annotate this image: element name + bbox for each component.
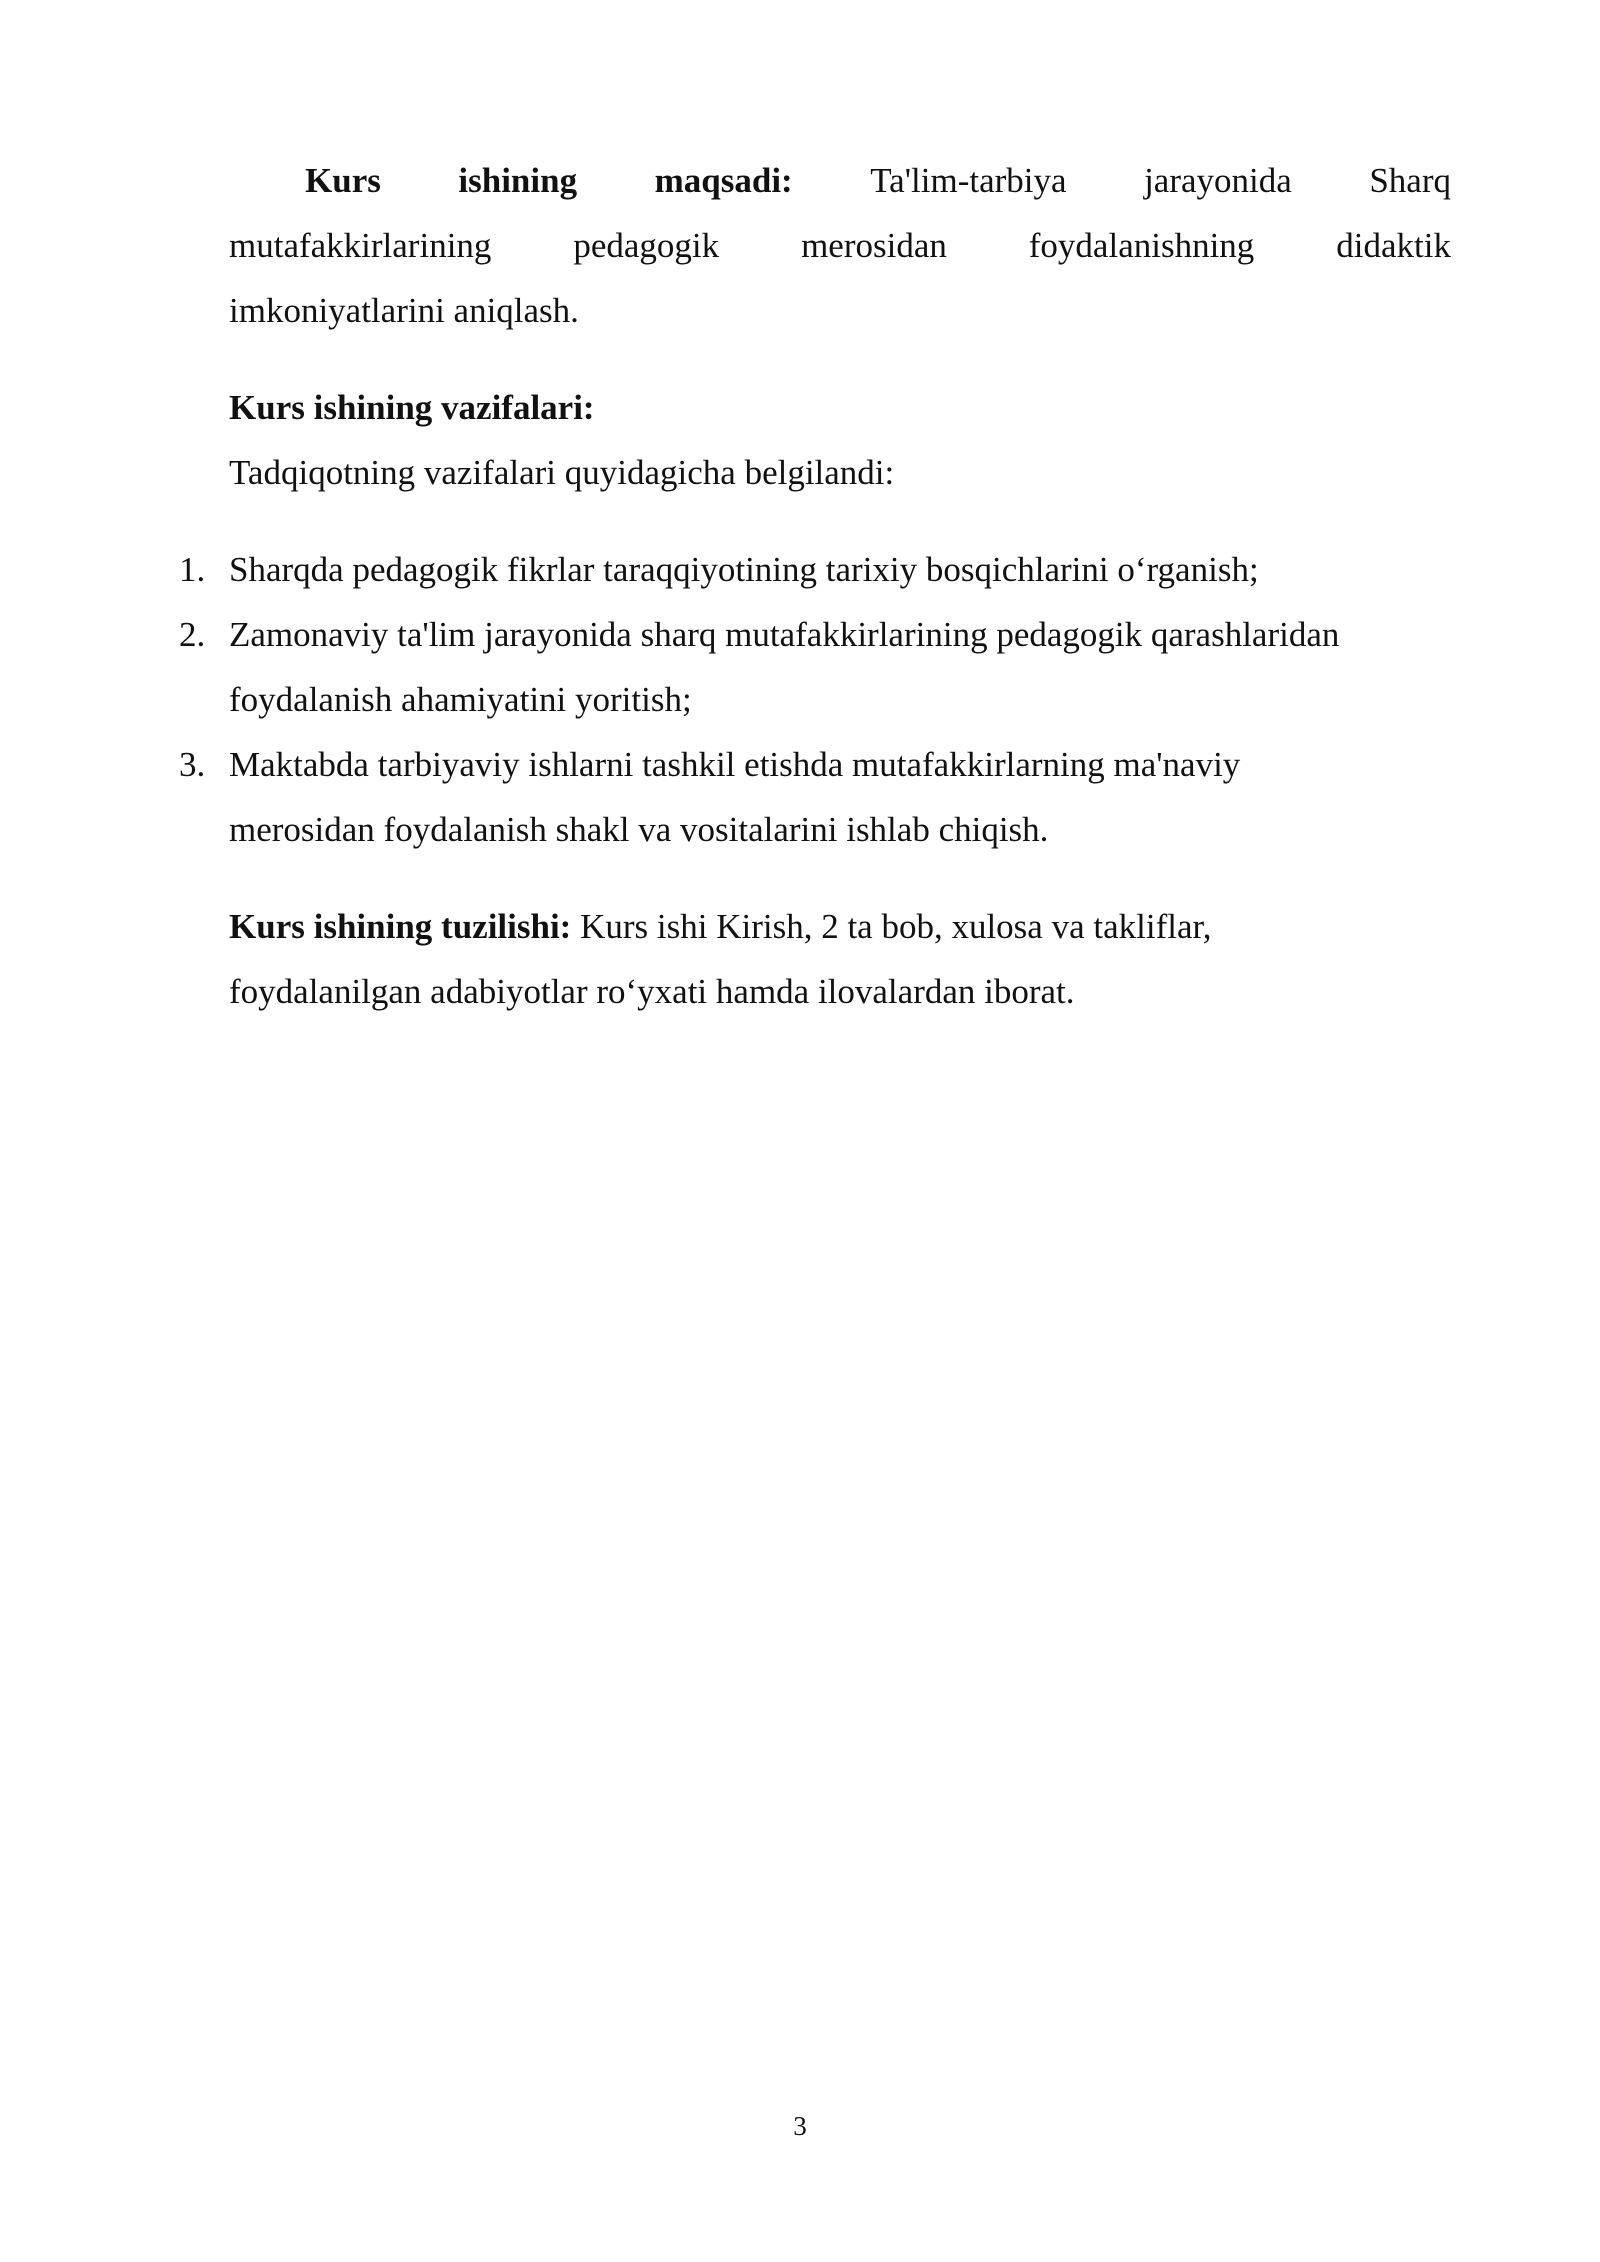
goal-line-2-word-1: mutafakkirlarining (229, 226, 492, 265)
page-content (179, 148, 1451, 1024)
list-item (179, 602, 1451, 732)
structure-text-1: Kurs ishi Kirish, 2 ta bob, xulosa va takliflar, (580, 907, 1212, 946)
list-item-line: merosidan foydalanish shakl va vositalarini ishlab chiqish. (229, 810, 1049, 849)
list-item-line: foydalanish ahamiyatini yoritish; (229, 680, 692, 719)
tasks-heading: Kurs ishining vazifalari: (229, 388, 595, 427)
goal-label-word-3: maqsadi: (654, 161, 793, 200)
page-number: 3 (793, 2111, 807, 2141)
list-item (179, 537, 1451, 602)
goal-line-1 (229, 148, 1451, 213)
goal-line-2-word-3: merosidan (801, 226, 947, 265)
goal-line-2-word-4: foydalanishning (1028, 226, 1255, 265)
tasks-list (179, 537, 1451, 862)
goal-label-word-1: Kurs (305, 161, 381, 200)
tasks-intro: Tadqiqotning vazifalari quyidagicha belgilandi: (229, 453, 895, 492)
spacer (229, 505, 1451, 537)
goal-line-2-word-5: didaktik (1336, 226, 1451, 265)
list-item-number: 1. (179, 550, 206, 589)
goal-line-2-word-2: pedagogik (573, 226, 720, 265)
structure-label: Kurs ishining tuzilishi: (229, 907, 572, 946)
goal-paragraph (229, 148, 1451, 343)
list-item-number: 2. (179, 615, 206, 654)
goal-line-1-word-1: Ta'lim-tarbiya (870, 161, 1067, 200)
list-item (179, 732, 1451, 862)
list-item-line: Maktabda tarbiyaviy ishlarni tashkil etishda mutafakkirlarning ma'naviy (229, 745, 1241, 784)
goal-line-3: imkoniyatlarini aniqlash. (229, 291, 579, 330)
goal-line-2 (229, 213, 1451, 278)
spacer (229, 343, 1451, 375)
structure-paragraph (229, 894, 1451, 1024)
structure-line-1 (229, 894, 1451, 959)
spacer (229, 862, 1451, 894)
list-item-line: Sharqda pedagogik fikrlar taraqqiyotining tarixiy bosqichlarini o‘rganish; (229, 550, 1259, 589)
goal-label-word-2: ishining (458, 161, 578, 200)
list-item-number: 3. (179, 745, 206, 784)
goal-line-1-word-3: Sharq (1369, 161, 1451, 200)
list-item-line: Zamonaviy ta'lim jarayonida sharq mutafakkirlarining pedagogik qarashlaridan (229, 615, 1340, 654)
structure-line-2: foydalanilgan adabiyotlar ro‘yxati hamda ilovalardan iborat. (229, 972, 1075, 1011)
goal-line-1-word-2: jarayonida (1144, 161, 1292, 200)
